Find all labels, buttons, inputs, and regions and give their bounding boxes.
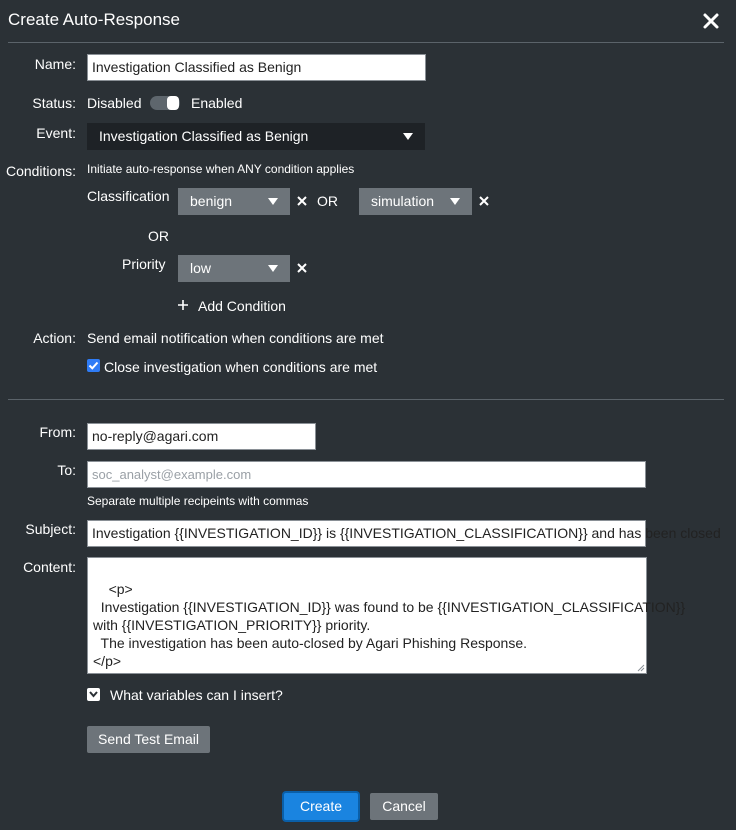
variables-link[interactable]: What variables can I insert? bbox=[110, 687, 283, 703]
classification-select-2[interactable] bbox=[359, 188, 472, 215]
name-label: Name: bbox=[34, 56, 76, 72]
classification-label: Classification bbox=[87, 188, 170, 204]
header-divider bbox=[8, 42, 724, 43]
remove-condition-icon[interactable] bbox=[296, 195, 308, 207]
send-test-email-button[interactable]: Send Test Email bbox=[87, 726, 210, 753]
priority-label: Priority bbox=[122, 256, 166, 272]
add-condition-label: Add Condition bbox=[198, 298, 286, 314]
to-input[interactable]: soc_analyst@example.com bbox=[87, 461, 646, 488]
close-investigation-checkbox[interactable] bbox=[87, 359, 100, 372]
dialog-header bbox=[0, 0, 736, 42]
chevron-down-icon bbox=[268, 265, 278, 272]
resize-handle-icon[interactable] bbox=[637, 664, 645, 672]
status-enabled-label: Enabled bbox=[191, 95, 243, 111]
classification-select-value: benign bbox=[190, 193, 233, 209]
status-toggle[interactable] bbox=[150, 96, 180, 110]
conditions-hint: Initiate auto-response when ANY condition applies bbox=[87, 162, 355, 176]
from-input[interactable]: no-reply@agari.com bbox=[87, 423, 316, 450]
remove-condition-icon[interactable] bbox=[478, 195, 490, 207]
event-label: Event: bbox=[36, 125, 76, 141]
variables-toggle[interactable] bbox=[87, 688, 100, 701]
to-label: To: bbox=[57, 462, 76, 478]
plus-icon bbox=[177, 299, 189, 311]
action-description: Send email notification when conditions are met bbox=[87, 330, 384, 346]
to-hint: Separate multiple recipeints with commas bbox=[87, 494, 309, 508]
check-icon bbox=[88, 360, 99, 371]
classification-select-1[interactable] bbox=[178, 188, 290, 215]
or-separator: OR bbox=[148, 228, 169, 244]
chevron-down-icon bbox=[403, 133, 413, 140]
content-text: <p> Investigation {{INVESTIGATION_ID}} was found to be {{INVESTIGATION_CLASSIFICATION}} with {{INVESTIGATION_PRIORITY}} priority. The investigation has been auto-closed by Agari Phishing Response. </p> bbox=[93, 581, 686, 669]
priority-select[interactable] bbox=[178, 255, 290, 282]
classification-select-value: simulation bbox=[371, 193, 435, 209]
priority-select-value: low bbox=[190, 260, 212, 276]
conditions-label: Conditions: bbox=[5, 163, 76, 179]
subject-input[interactable]: Investigation {{INVESTIGATION_ID}} is {{INVESTIGATION_CLASSIFICATION}} and has been closed bbox=[87, 520, 646, 547]
close-icon[interactable] bbox=[702, 12, 720, 30]
status-label: Status: bbox=[32, 95, 76, 111]
status-disabled-label: Disabled bbox=[87, 95, 142, 111]
create-button[interactable]: Create bbox=[284, 793, 358, 820]
toggle-knob bbox=[167, 96, 179, 110]
cancel-button[interactable]: Cancel bbox=[370, 793, 438, 820]
dialog-title: Create Auto-Response bbox=[8, 10, 180, 29]
chevron-down-icon bbox=[268, 198, 278, 205]
chevron-down-icon bbox=[89, 691, 98, 698]
remove-condition-icon[interactable] bbox=[296, 262, 308, 274]
or-label: OR bbox=[317, 193, 338, 209]
close-investigation-label: Close investigation when conditions are met bbox=[104, 359, 378, 375]
content-label: Content: bbox=[23, 559, 76, 575]
chevron-down-icon bbox=[450, 198, 460, 205]
from-label: From: bbox=[39, 424, 76, 440]
section-divider bbox=[8, 399, 724, 400]
action-label: Action: bbox=[33, 330, 76, 346]
event-select[interactable] bbox=[87, 123, 425, 150]
subject-label: Subject: bbox=[25, 521, 76, 537]
name-input[interactable]: Investigation Classified as Benign bbox=[87, 54, 426, 81]
content-textarea[interactable] bbox=[87, 557, 686, 674]
event-select-value: Investigation Classified as Benign bbox=[99, 128, 309, 144]
